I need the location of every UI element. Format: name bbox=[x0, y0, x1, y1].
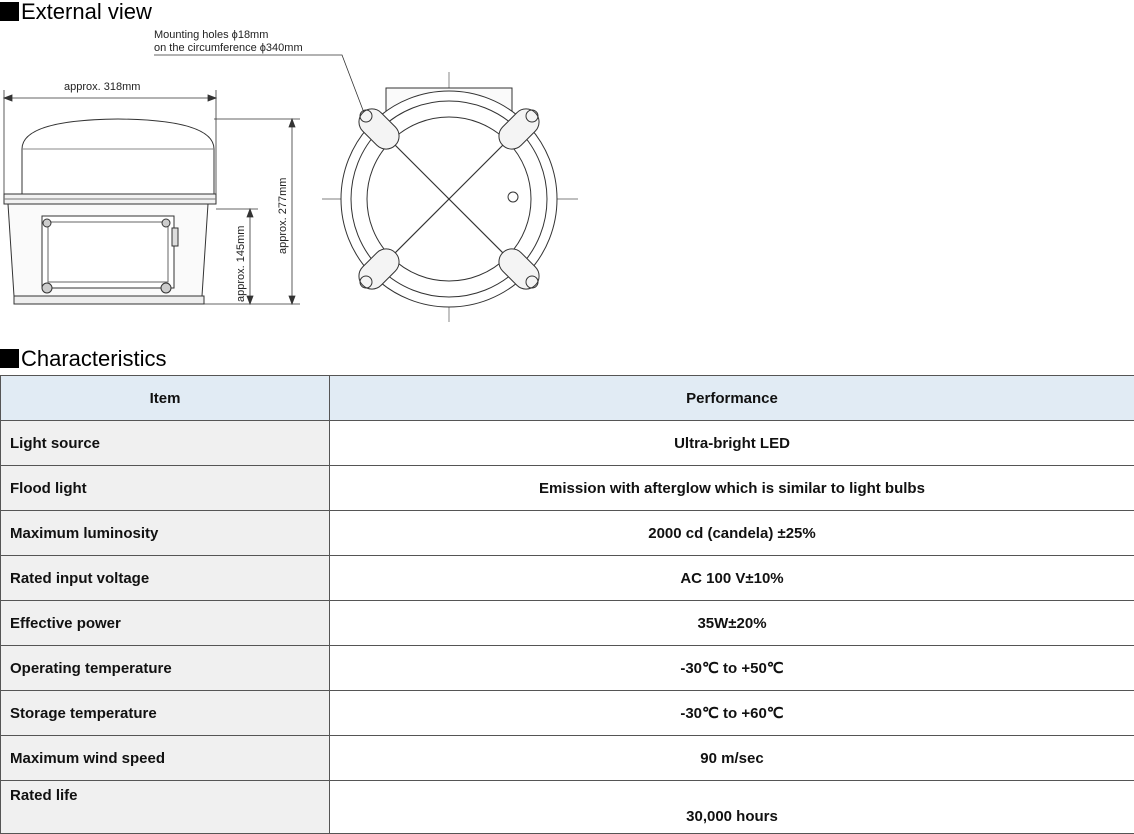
square-bullet-icon bbox=[0, 349, 19, 368]
table-row bbox=[1, 646, 1134, 691]
characteristics-heading bbox=[0, 347, 166, 371]
mounting-note-line2: on the circumference ϕ340mm bbox=[154, 42, 303, 54]
performance-cell: 2000 cd (candela) ±25% bbox=[330, 511, 1134, 556]
table-row bbox=[1, 511, 1134, 556]
total-height-label: approx. 277mm bbox=[277, 178, 289, 254]
performance-cell: Emission with afterglow which is similar to light bulbs bbox=[330, 466, 1134, 511]
width-label: approx. 318mm bbox=[64, 81, 140, 93]
side-view bbox=[4, 119, 216, 304]
table-row bbox=[1, 466, 1134, 511]
table-row bbox=[1, 556, 1134, 601]
base-height-label: approx. 145mm bbox=[235, 226, 247, 302]
performance-cell: -30℃ to +60℃ bbox=[330, 691, 1134, 736]
square-bullet-icon bbox=[0, 2, 19, 21]
performance-cell: 30,000 hours bbox=[330, 781, 1134, 834]
performance-cell: 90 m/sec bbox=[330, 736, 1134, 781]
item-cell: Maximum wind speed bbox=[1, 736, 330, 781]
item-cell: Effective power bbox=[1, 601, 330, 646]
item-cell: Rated life bbox=[1, 781, 330, 834]
performance-column-header: Performance bbox=[330, 376, 1134, 421]
table-row bbox=[1, 736, 1134, 781]
top-view bbox=[322, 72, 578, 322]
leader-line bbox=[154, 55, 366, 118]
item-cell: Flood light bbox=[1, 466, 330, 511]
performance-cell: -30℃ to +50℃ bbox=[330, 646, 1134, 691]
table-row bbox=[1, 601, 1134, 646]
external-view-drawing bbox=[0, 24, 600, 324]
mounting-note-line1: Mounting holes ϕ18mm bbox=[154, 29, 268, 41]
item-cell: Storage temperature bbox=[1, 691, 330, 736]
item-cell: Rated input voltage bbox=[1, 556, 330, 601]
characteristics-table bbox=[0, 375, 1134, 834]
table-row bbox=[1, 421, 1134, 466]
external-view-heading bbox=[0, 0, 152, 24]
table-header-row bbox=[1, 376, 1134, 421]
external-view-title: External view bbox=[21, 0, 152, 24]
item-cell: Light source bbox=[1, 421, 330, 466]
item-cell: Operating temperature bbox=[1, 646, 330, 691]
table-row bbox=[1, 691, 1134, 736]
item-column-header: Item bbox=[1, 376, 330, 421]
characteristics-title: Characteristics bbox=[21, 346, 166, 371]
performance-cell: AC 100 V±10% bbox=[330, 556, 1134, 601]
performance-cell: Ultra-bright LED bbox=[330, 421, 1134, 466]
item-cell: Maximum luminosity bbox=[1, 511, 330, 556]
performance-cell: 35W±20% bbox=[330, 601, 1134, 646]
table-row bbox=[1, 781, 1134, 834]
